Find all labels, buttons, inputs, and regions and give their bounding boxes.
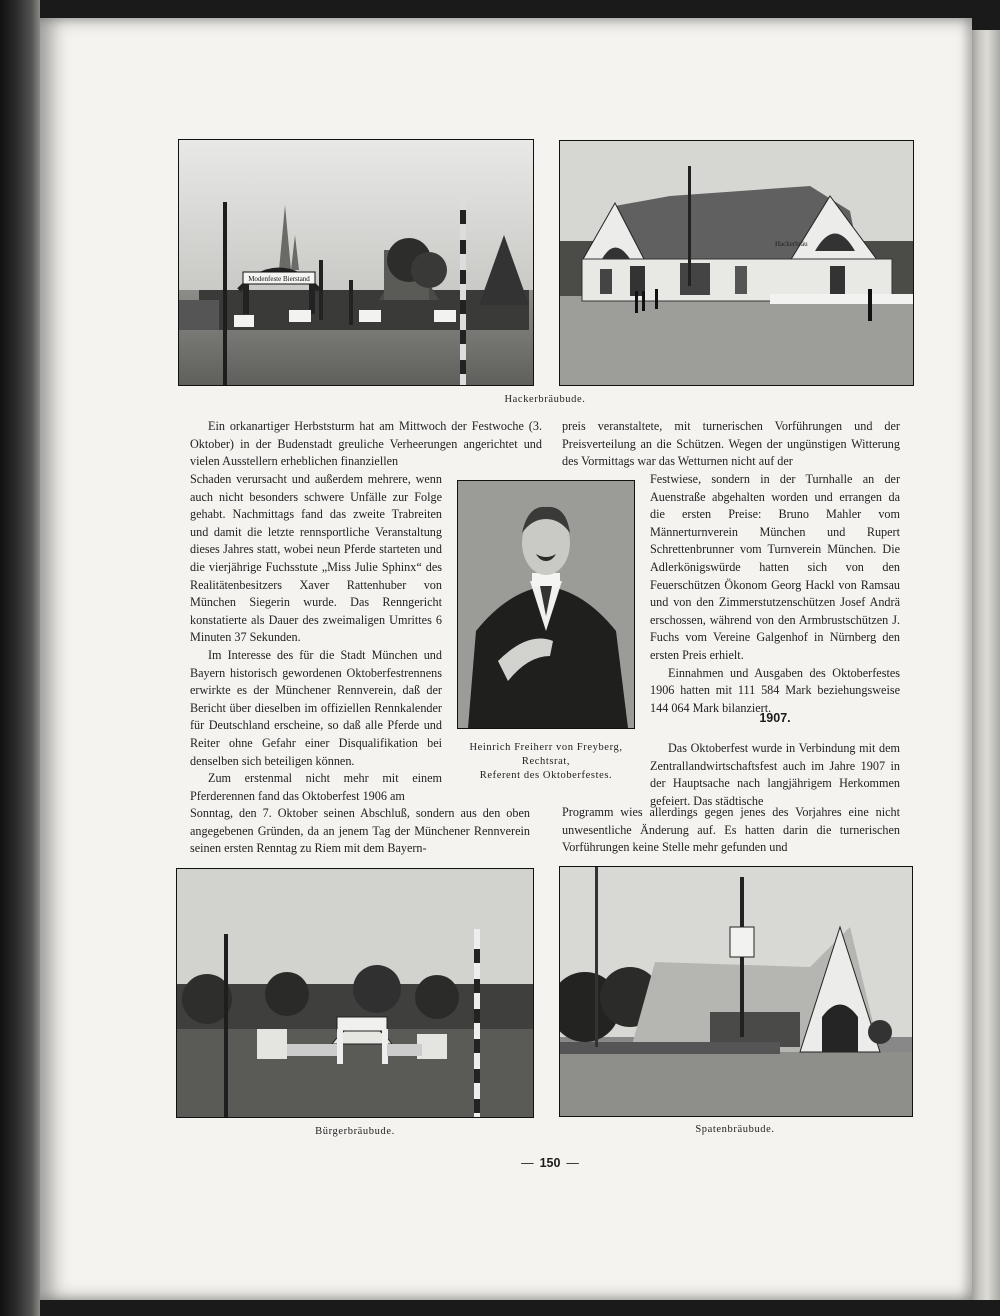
paragraph: Im Interesse des für die Stadt München und Bayern historisch gewordenen Oktoberfestrennens erwirkte es der Münchener Rennverein, daß der Bericht über dieselben im offiziellen Rennkalender für Deutschland erscheine, so daß alle Pferde und Reiter ohne Gefahr einer Disqualifikation bei denselben sich beteiligen können. — [190, 647, 442, 768]
caption-hackerbraeubude: Hackerbräubude. — [504, 394, 586, 405]
text-column-right — [650, 471, 900, 717]
paragraph: Ein orkanartiger Herbststurm hat am Mittwoch der Festwoche (3. Oktober) in der Budenstadt greuliche Verheerungen angerichtet und vielen Ausstellern erheblichen finanziellen — [190, 419, 542, 469]
book-binding — [0, 0, 40, 1316]
caption-portrait — [446, 741, 646, 783]
caption-buergerbraeubude: Bürgerbräubude. — [315, 1126, 395, 1137]
text-column-right-top — [562, 418, 900, 471]
photo-hackerbraeubude — [559, 140, 914, 386]
sign-text: Hackerbräu — [775, 240, 808, 248]
text-column-right-bottom — [562, 804, 900, 857]
photo-portrait-freyberg — [457, 480, 635, 729]
page-dash-left: — — [521, 1156, 534, 1170]
caption-portrait-title: Rechtsrat, — [521, 756, 571, 767]
text-column-right-lower — [650, 740, 900, 810]
text-column-left-top — [190, 418, 542, 471]
text-column-left-bottom — [190, 805, 530, 858]
caption-portrait-name: Heinrich Freiherr von Freyberg, — [469, 742, 623, 753]
photo-buergerbraeubude — [176, 868, 534, 1118]
paragraph: Einnahmen und Ausgaben des Oktoberfestes 1906 hatten mit 111 584 Mark beziehungsweise 144 064 Mark bilanziert. — [650, 665, 900, 715]
paragraph: Programm wies allerdings gegen jenes des Vorjahres eine nicht unwesentliche Änderung auf. Es hatten darin die turnerischen Vorführungen keine Stelle mehr gefunden und — [562, 805, 900, 855]
text-column-left — [190, 471, 442, 805]
page-number — [480, 1156, 620, 1170]
paragraph: Zum erstenmal nicht mehr mit einem Pferderennen fand das Oktoberfest 1906 am — [190, 771, 442, 803]
photo-festival-entrance — [178, 139, 534, 386]
paragraph: Festwiese, sondern in der Turnhalle an der Auenstraße abgehalten worden und errangen da die ersten Preise: Bruno Mahler vom Männerturnverein München und Rupert Schrettenbrunner vom Turnverein München. Die Adlerkönigswürde hatten sich von den Feuerschützen Ökonom Georg Hackl von Ramsau und von den Zimmerstutzenschützen Josef Andrä erschossen, während von den Armbrustschützen J. Fuchs vom Vereine Galgenhof in Nürnberg den ersten Preis erhielt. — [650, 472, 900, 662]
page-dash-right: — — [566, 1156, 579, 1170]
section-heading-1907: 1907. — [759, 711, 791, 725]
sign-text: Modenfeste Bierstand — [248, 275, 310, 283]
paragraph: Sonntag, den 7. Oktober seinen Abschluß, sondern aus den oben angegebenen Gründen, da an jenem Tag der Münchener Rennverein seinen ersten Renntag zu Riem mit dem Bayern- — [190, 806, 530, 856]
caption-spatenbraeubude: Spatenbräubude. — [695, 1124, 775, 1135]
paragraph: preis veranstaltete, mit turnerischen Vorführungen und der Preisverteilung an die Schützen. Wegen der ungünstigen Witterung des Vormittags war das Wetturnen nicht auf der — [562, 419, 900, 469]
page-number-value: 150 — [539, 1156, 561, 1170]
paragraph: Schaden verursacht und außerdem mehrere, wenn auch nicht besonders schwere Unfälle zur Folge gehabt. Nachmittags fand das zweite Trabreiten und damit die letzte rennsportliche Veranstaltung dieses Jahres statt, wobei neun Pferde starteten und die vierjährige Fuchsstute „Miss Julie Sphinx“ des Realitätenbesitzers Xaver Rattenhuber von München Siegerin wurde. Das Renngericht konstatierte als Dauer des zweimaligen Umrittes 6 Minuten 37 Sekunden. — [190, 472, 442, 645]
caption-portrait-role: Referent des Oktoberfestes. — [479, 770, 613, 781]
paragraph: Das Oktoberfest wurde in Verbindung mit dem Zentrallandwirtschaftsfest auch im Jahre 1907 in der Hauptsache nach langjährigem Herkommen gefeiert. Das städtische — [650, 741, 900, 808]
photo-spatenbraeubude — [559, 866, 913, 1117]
page-edge — [968, 30, 1000, 1300]
